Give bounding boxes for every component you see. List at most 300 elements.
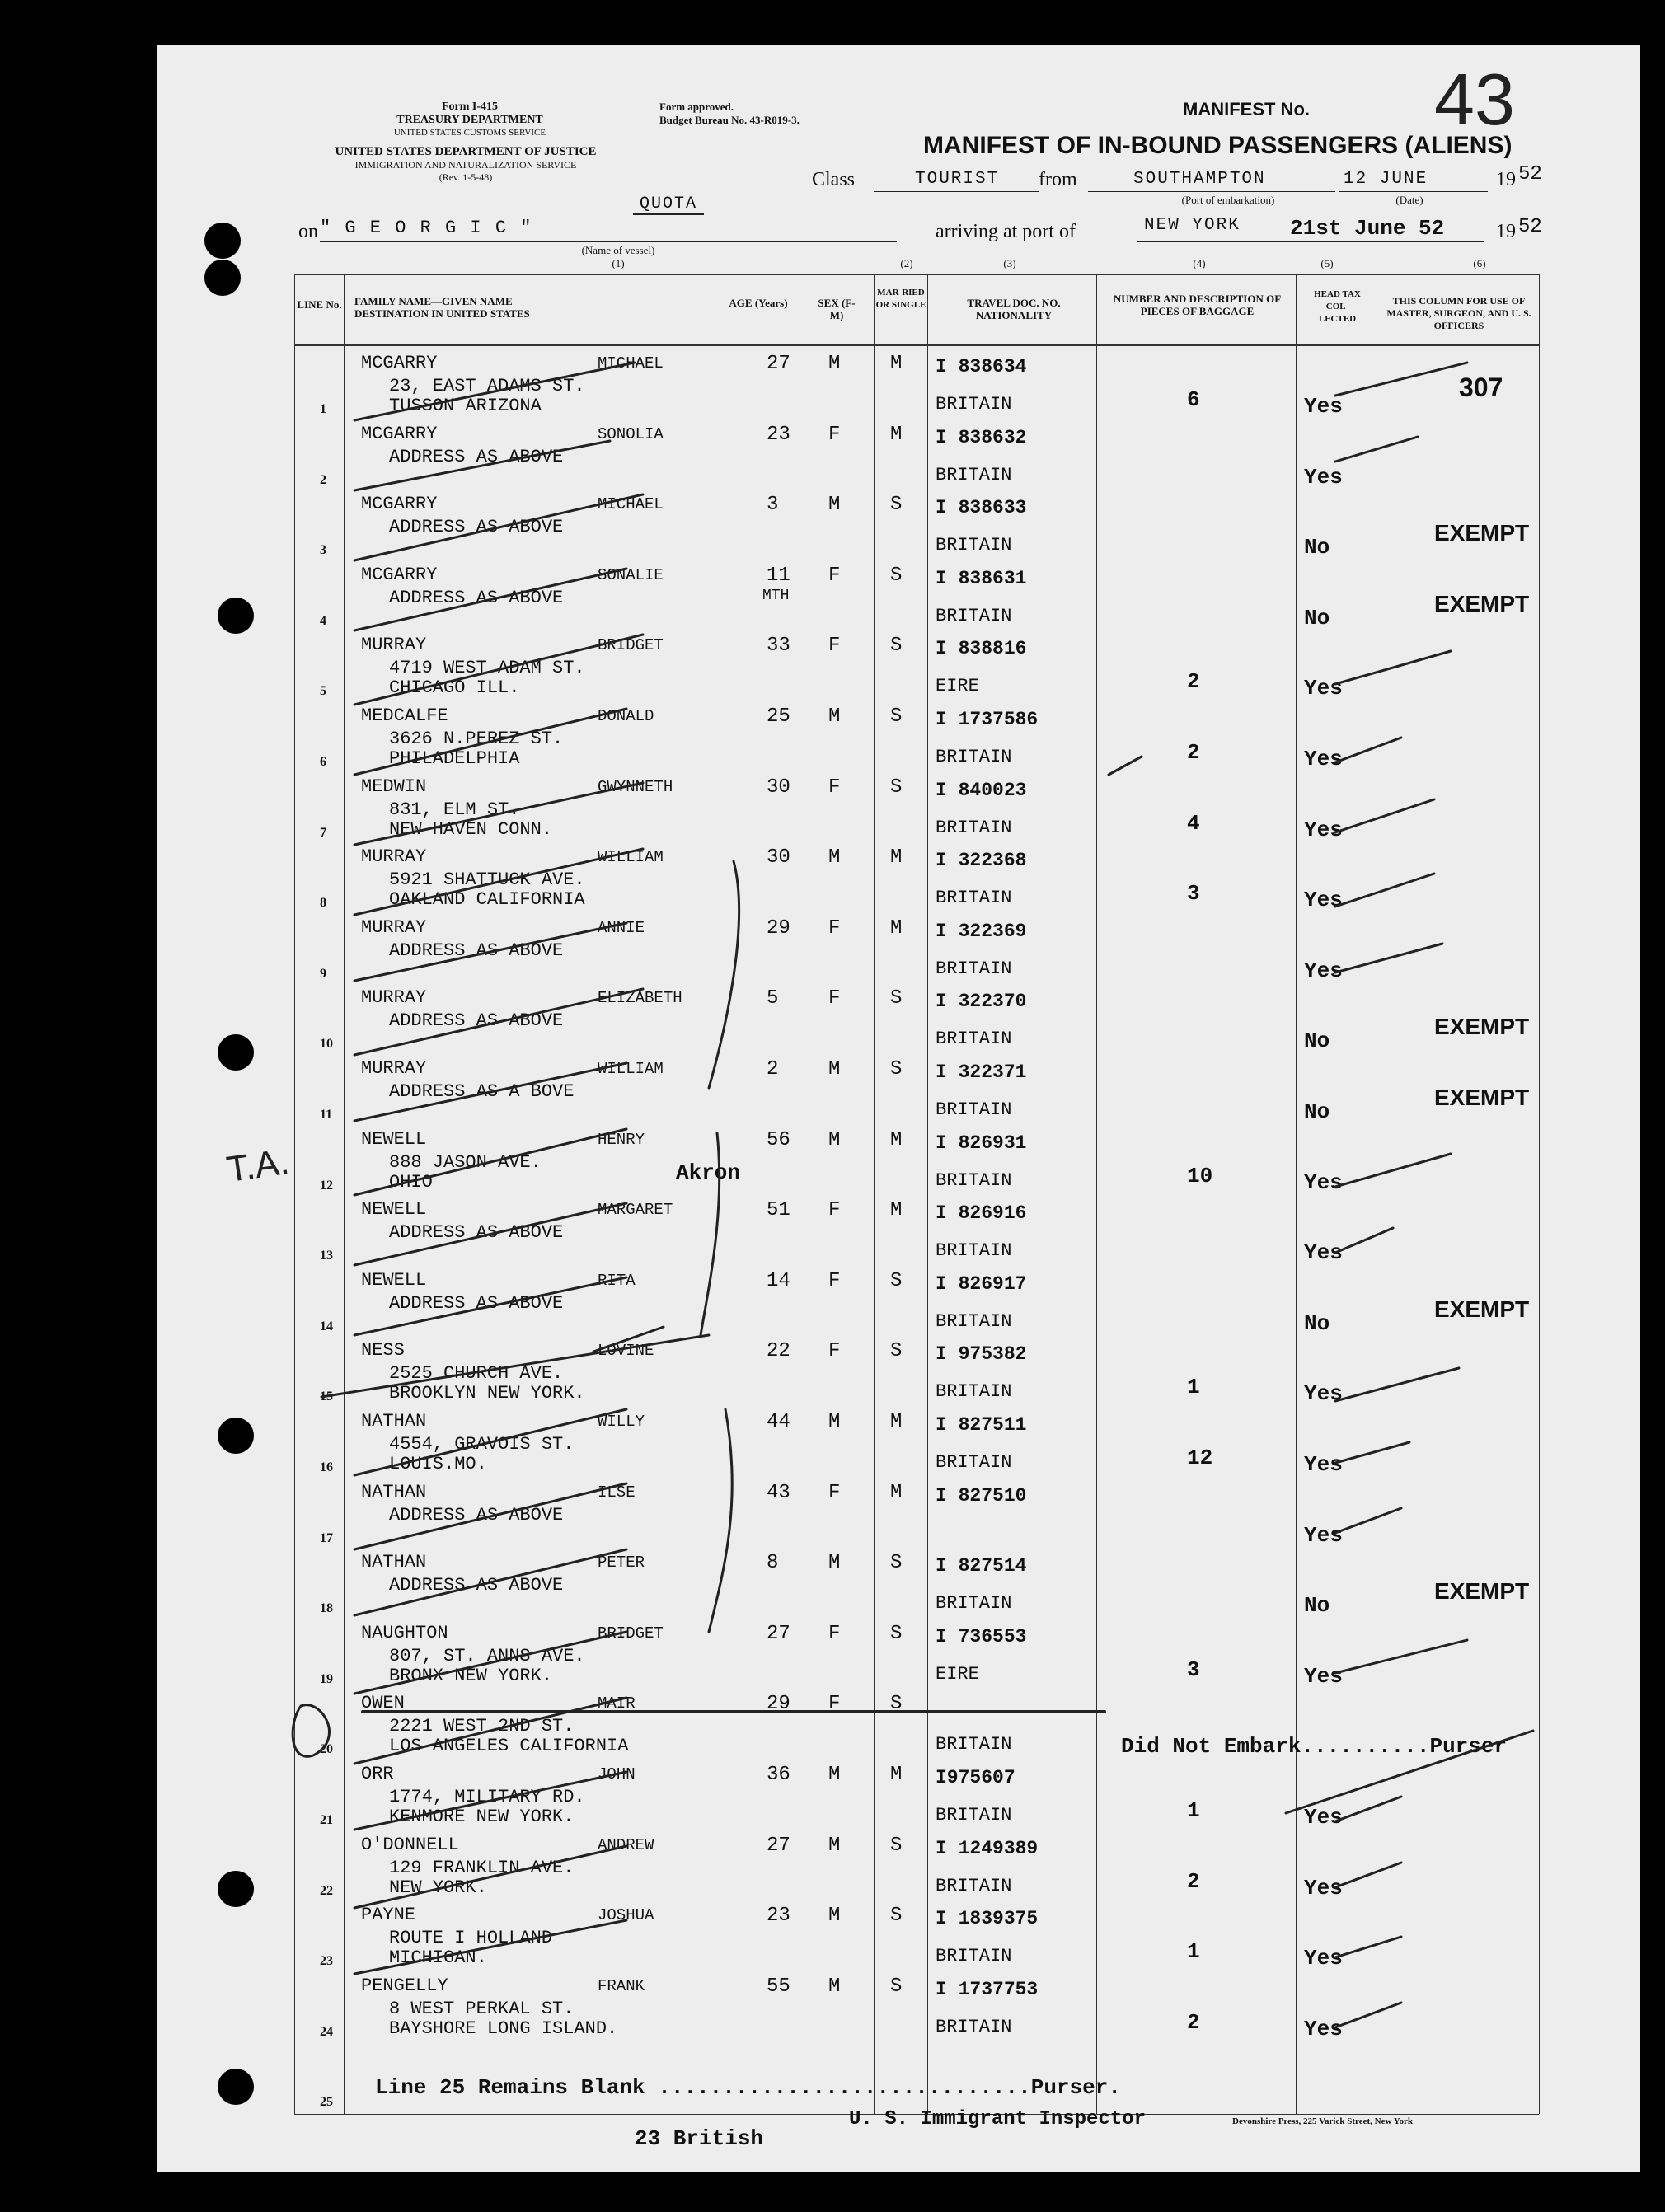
address-line-2: TUSSON ARIZONA — [389, 396, 542, 416]
given-name: ANNIE — [598, 918, 645, 937]
col-num-1: (1) — [612, 257, 625, 269]
family-name: MURRAY — [361, 916, 427, 938]
travel-doc-number: I 322370 — [936, 991, 1027, 1013]
marital-status: S — [890, 1975, 903, 1998]
head-tax: No — [1304, 1029, 1330, 1054]
ins-service: IMMIGRATION AND NATURALIZATION SERVICE — [354, 159, 577, 171]
handwritten-city: Akron — [676, 1160, 741, 1185]
head-tax: Yes — [1304, 1946, 1343, 1971]
travel-doc-number: I 840023 — [936, 779, 1027, 801]
nationality: BRITAIN — [936, 888, 1012, 909]
marital-status: S — [890, 1340, 903, 1363]
line-number: 17 — [320, 1530, 333, 1545]
baggage-count: 2 — [1187, 669, 1200, 695]
sex: F — [828, 1481, 841, 1504]
line-number: 12 — [320, 1178, 333, 1193]
travel-doc-number: I 1839375 — [936, 1908, 1039, 1930]
officer-note: EXEMPT — [1434, 1014, 1530, 1040]
line-number: 3 — [320, 543, 326, 558]
col-header-name-line2: DESTINATION IN UNITED STATES — [354, 307, 530, 320]
head-tax: Yes — [1304, 1663, 1343, 1689]
sex: F — [828, 916, 841, 940]
vessel-name: " G E O R G I C " — [320, 218, 533, 238]
nationality: BRITAIN — [936, 817, 1012, 838]
marital-status: S — [890, 1622, 903, 1645]
family-name: NEWELL — [361, 1269, 427, 1291]
address-line-1: ADDRESS AS ABOVE — [389, 1010, 564, 1032]
given-name: ILSE — [598, 1483, 636, 1502]
marital-status: M — [890, 423, 903, 446]
age: 23 — [767, 423, 790, 446]
marital-status: S — [890, 1834, 903, 1857]
address-line-2: BAYSHORE LONG ISLAND. — [389, 2018, 618, 2039]
rev-date: (Rev. 1-5-48) — [439, 171, 493, 183]
sex: M — [828, 1411, 841, 1433]
vessel-caption: (Name of vessel) — [581, 244, 655, 256]
address-line-1: 5921 SHATTUCK AVE. — [389, 869, 585, 891]
age: 51 — [767, 1199, 790, 1222]
head-tax: No — [1304, 535, 1330, 560]
address-line-1: 888 JASON AVE. — [389, 1151, 542, 1173]
given-name: PETER — [598, 1554, 645, 1572]
line-number: 11 — [320, 1108, 333, 1122]
head-tax: Yes — [1304, 1522, 1343, 1548]
address-line-2: PHILADELPHIA — [389, 748, 520, 769]
address-line-2: NEW YORK. — [389, 1877, 487, 1898]
nationality: BRITAIN — [936, 1381, 1012, 1403]
nationality: BRITAIN — [936, 1099, 1012, 1120]
marital-status: M — [890, 846, 903, 869]
travel-doc-number: I 827511 — [936, 1414, 1027, 1436]
given-name: SONALIE — [598, 565, 664, 584]
manifest-number: 43 — [1434, 59, 1515, 140]
travel-doc-number: I 322368 — [936, 850, 1027, 872]
head-tax: Yes — [1304, 1240, 1343, 1266]
given-name: LOVINE — [598, 1342, 654, 1361]
given-name: MARGARET — [598, 1201, 673, 1220]
travel-doc-number: I 826931 — [936, 1132, 1027, 1154]
address-line-1: 1774, MILITARY RD. — [389, 1787, 585, 1807]
baggage-count: 1 — [1187, 1375, 1200, 1400]
age: 56 — [767, 1128, 790, 1151]
address-line-1: 2221 WEST 2ND ST. — [389, 1716, 575, 1737]
sex: M — [828, 1905, 841, 1928]
travel-doc-number: I 322371 — [936, 1061, 1027, 1083]
officer-note: 307 — [1459, 373, 1503, 402]
nationality: BRITAIN — [936, 605, 1012, 626]
nationality: BRITAIN — [936, 394, 1012, 415]
address-line-2: CHICAGO ILL. — [389, 677, 520, 699]
age: 3 — [767, 494, 779, 517]
age: 43 — [767, 1481, 790, 1504]
date-caption: (Date) — [1395, 194, 1423, 206]
marital-status: S — [890, 1269, 903, 1292]
family-name: MEDWIN — [361, 776, 427, 797]
col-header-baggage: NUMBER AND DESCRIPTION OF PIECES OF BAGGAGE — [1113, 293, 1282, 317]
marital-status: S — [890, 1552, 903, 1575]
address-line-1: 831, ELM ST. — [389, 799, 520, 820]
embark-date: 12 JUNE — [1344, 170, 1428, 189]
family-name: NAUGHTON — [361, 1622, 448, 1643]
year-suffix: 52 — [1518, 163, 1542, 185]
sex: F — [828, 423, 841, 446]
address-line-2: NEW HAVEN CONN. — [389, 818, 553, 840]
address-line-2: LOUIS.MO. — [389, 1454, 487, 1474]
class-value: TOURIST — [915, 170, 1000, 189]
baggage-count: 12 — [1187, 1446, 1213, 1470]
margin-note: T.A. — [223, 1141, 292, 1191]
sex: M — [828, 353, 841, 375]
family-name: NATHAN — [361, 1411, 427, 1432]
address-line-2: OHIO — [389, 1171, 433, 1193]
travel-doc-number: I 827514 — [936, 1555, 1027, 1577]
head-tax: No — [1304, 1099, 1330, 1124]
given-name: MICHAEL — [598, 354, 664, 373]
nationality: EIRE — [936, 676, 979, 697]
address-line-1: ADDRESS AS ABOVE — [389, 446, 564, 467]
line-number: 8 — [320, 896, 326, 911]
line-number: 18 — [320, 1601, 333, 1616]
line-number: 22 — [320, 1883, 333, 1898]
family-name: MURRAY — [361, 846, 427, 868]
row-remark: Line 25 Remains Blank .............................Purser. — [375, 2075, 1121, 2101]
address-line-1: ROUTE I HOLLAND — [389, 1928, 553, 1949]
baggage-count: 3 — [1187, 881, 1200, 907]
line-number: 24 — [320, 2024, 333, 2039]
age: 30 — [767, 846, 790, 869]
travel-doc-number: I 838634 — [936, 356, 1027, 377]
marital-status: S — [890, 1693, 903, 1716]
marital-status: S — [890, 705, 903, 728]
age: 23 — [767, 1905, 790, 1928]
col-num-4: (4) — [1193, 257, 1206, 269]
address-line-1: 4554, GRAVOIS ST. — [389, 1434, 575, 1455]
col-num-3: (3) — [1003, 257, 1016, 269]
sex: M — [828, 1834, 841, 1857]
age: 22 — [767, 1340, 790, 1363]
summary-count: 23 British — [635, 2126, 764, 2151]
age: 14 — [767, 1269, 790, 1292]
travel-doc-number: I 838632 — [936, 426, 1027, 448]
travel-doc-number: I 826917 — [936, 1272, 1027, 1295]
line-number: 25 — [320, 2095, 333, 2110]
baggage-count: 4 — [1187, 810, 1200, 836]
page-title: MANIFEST OF IN-BOUND PASSENGERS (ALIENS) — [923, 132, 1513, 159]
age: 44 — [767, 1411, 790, 1433]
line-number: 21 — [320, 1813, 333, 1827]
marital-status: M — [890, 916, 903, 940]
form-id: Form I-415 — [441, 101, 499, 113]
col-num-2: (2) — [900, 257, 913, 269]
nationality: EIRE — [936, 1663, 979, 1685]
treasury-dept: TREASURY DEPARTMENT — [396, 114, 543, 126]
given-name: HENRY — [598, 1130, 645, 1149]
col-num-6: (6) — [1473, 257, 1486, 269]
baggage-count: 10 — [1187, 1163, 1213, 1188]
on-label: on — [298, 221, 318, 242]
given-name: ANDREW — [598, 1835, 654, 1854]
travel-doc-number: I 838816 — [936, 638, 1027, 660]
line-number: 23 — [320, 1954, 333, 1969]
arrival-date: 21st June 52 — [1290, 216, 1445, 241]
travel-doc-number: I 838633 — [936, 497, 1027, 519]
row-remark: Did Not Embark..........Purser — [1121, 1734, 1508, 1760]
given-name: RITA — [598, 1271, 636, 1290]
family-name: NATHAN — [361, 1552, 427, 1573]
baggage-count: 1 — [1187, 1798, 1200, 1823]
nationality: BRITAIN — [936, 1734, 1012, 1755]
family-name: MCGARRY — [361, 564, 438, 585]
age: 11 — [767, 564, 790, 587]
family-name: MCGARRY — [361, 494, 438, 515]
line-number: 16 — [320, 1460, 333, 1474]
sex: F — [828, 1693, 841, 1716]
line-number: 6 — [320, 755, 326, 769]
given-name: SONOLIA — [598, 424, 664, 443]
head-tax: Yes — [1304, 1805, 1343, 1830]
age-unit: MTH — [762, 587, 790, 604]
travel-doc-number: I975607 — [936, 1767, 1015, 1788]
age: 27 — [767, 1834, 790, 1857]
justice-dept: UNITED STATES DEPARTMENT OF JUSTICE — [335, 145, 597, 158]
head-tax: Yes — [1304, 1452, 1343, 1477]
age: 2 — [767, 1058, 779, 1080]
given-name: JOSHUA — [598, 1906, 654, 1925]
family-name: MURRAY — [361, 635, 427, 656]
family-name: NEWELL — [361, 1128, 427, 1150]
sex: F — [828, 987, 841, 1010]
address-line-2: MICHIGAN. — [389, 1947, 487, 1969]
given-name: JOHN — [598, 1765, 636, 1783]
sex: F — [828, 1340, 841, 1363]
inspector-label: U. S. Immigrant Inspector — [849, 2108, 1147, 2130]
nationality: BRITAIN — [936, 1169, 1012, 1191]
sex: M — [828, 1058, 841, 1080]
line-number: 20 — [320, 1742, 333, 1757]
age: 27 — [767, 1622, 790, 1645]
class-label: Class — [812, 169, 856, 190]
marital-status: M — [890, 1199, 903, 1222]
given-name: MICHAEL — [598, 495, 664, 514]
family-name: NESS — [361, 1340, 405, 1361]
travel-doc-number: I 322369 — [936, 920, 1027, 942]
family-name: MCGARRY — [361, 353, 438, 373]
family-name: ORR — [361, 1764, 394, 1784]
sex: M — [828, 1128, 841, 1151]
address-line-1: ADDRESS AS ABOVE — [389, 1575, 564, 1596]
age: 29 — [767, 916, 790, 940]
age: 29 — [767, 1693, 790, 1716]
officer-note: EXEMPT — [1434, 1578, 1530, 1605]
baggage-count: 2 — [1187, 2009, 1200, 2035]
sex: M — [828, 494, 841, 517]
sex: M — [828, 705, 841, 728]
line-number: 2 — [320, 472, 326, 487]
nationality: BRITAIN — [936, 1875, 1012, 1896]
manifest-no-label: MANIFEST No. — [1183, 99, 1310, 120]
col-num-5: (5) — [1320, 257, 1334, 269]
baggage-count: 2 — [1187, 740, 1200, 765]
travel-doc-number: I 736553 — [936, 1625, 1027, 1647]
baggage-count: 1 — [1187, 1939, 1200, 1965]
travel-doc-number: I 975382 — [936, 1343, 1027, 1366]
arrival-port: NEW YORK — [1144, 216, 1241, 235]
family-name: MCGARRY — [361, 423, 438, 444]
travel-doc-number: I 838631 — [936, 567, 1027, 589]
nationality: BRITAIN — [936, 464, 1012, 485]
marital-status: S — [890, 987, 903, 1010]
budget-bureau: Budget Bureau No. 43-R019-3. — [659, 114, 800, 126]
family-name: NEWELL — [361, 1199, 427, 1221]
family-name: PAYNE — [361, 1905, 416, 1926]
sex: F — [828, 776, 841, 799]
given-name: WILLIAM — [598, 1060, 664, 1078]
marital-status: S — [890, 1058, 903, 1080]
from-label: from — [1039, 169, 1077, 190]
address-line-2: BRONX NEW YORK. — [389, 1665, 553, 1686]
nationality: BRITAIN — [936, 1310, 1012, 1332]
given-name: MAIR — [598, 1694, 636, 1713]
marital-status: S — [890, 635, 903, 658]
marital-status: M — [890, 353, 903, 375]
sex: M — [828, 1764, 841, 1786]
col-header-age: AGE (Years) — [729, 297, 788, 309]
given-name: GWYNNETH — [598, 777, 673, 796]
travel-doc-number: I 1737586 — [936, 709, 1039, 730]
line-number: 10 — [320, 1037, 333, 1052]
nationality: BRITAIN — [936, 747, 1012, 767]
officer-note: EXEMPT — [1434, 590, 1530, 616]
address-line-2: BROOKLYN NEW YORK. — [389, 1383, 585, 1404]
given-name: BRIDGET — [598, 636, 664, 655]
baggage-count: 3 — [1187, 1657, 1200, 1682]
sex: M — [828, 1975, 841, 1998]
family-name: O'DONNELL — [361, 1834, 459, 1855]
given-name: DONALD — [598, 707, 654, 725]
marital-status: M — [890, 1411, 903, 1433]
printer-imprint: Devonshire Press, 225 Varick Street, New York — [1232, 2116, 1413, 2126]
arrival-year-prefix: 19 — [1496, 221, 1516, 242]
head-tax: Yes — [1304, 1169, 1343, 1195]
line-number: 19 — [320, 1671, 333, 1686]
head-tax: Yes — [1304, 888, 1343, 913]
age: 27 — [767, 353, 790, 375]
line-number: 7 — [320, 825, 326, 840]
address-line-1: ADDRESS AS ABOVE — [389, 1504, 564, 1525]
travel-doc-number: I 826916 — [936, 1202, 1027, 1225]
nationality: BRITAIN — [936, 1240, 1012, 1262]
sex: F — [828, 1199, 841, 1222]
family-name: MEDCALFE — [361, 705, 448, 726]
age: 5 — [767, 987, 779, 1010]
line-number: 13 — [320, 1249, 333, 1263]
line-number: 9 — [320, 966, 326, 981]
family-name: MURRAY — [361, 987, 427, 1009]
given-name: WILLY — [598, 1413, 645, 1431]
address-line-1: 3626 N.PEREZ ST. — [389, 729, 564, 749]
nationality: BRITAIN — [936, 1452, 1012, 1473]
arriving-label: arriving at port of — [936, 221, 1076, 242]
family-name: PENGELLY — [361, 1975, 448, 1996]
nationality: BRITAIN — [936, 535, 1012, 556]
sex: F — [828, 1269, 841, 1292]
marital-status: S — [890, 494, 903, 517]
head-tax: Yes — [1304, 676, 1343, 701]
officer-note: EXEMPT — [1434, 520, 1530, 546]
travel-doc-number: I 827510 — [936, 1484, 1027, 1507]
head-tax: Yes — [1304, 464, 1343, 490]
address-line-1: ADDRESS AS ABOVE — [389, 587, 564, 608]
address-line-1: ADDRESS AS ABOVE — [389, 517, 564, 538]
quota-stamp: QUOTA — [633, 194, 704, 215]
marital-status: S — [890, 776, 903, 799]
age: 36 — [767, 1764, 790, 1786]
travel-doc-number: I 1737753 — [936, 1978, 1039, 2000]
officer-note: EXEMPT — [1434, 1296, 1530, 1322]
head-tax: No — [1304, 1310, 1330, 1336]
address-line-1: 807, ST. ANNS AVE. — [389, 1645, 585, 1666]
address-line-1: ADDRESS AS ABOVE — [389, 1222, 564, 1244]
address-line-1: ADDRESS AS ABOVE — [389, 940, 564, 961]
address-line-2: OAKLAND CALIFORNIA — [389, 889, 585, 911]
baggage-count: 2 — [1187, 1868, 1200, 1894]
age: 55 — [767, 1975, 790, 1998]
embark-port: SOUTHAMPTON — [1133, 170, 1266, 189]
address-line-1: 23, EAST ADAMS ST. — [389, 376, 585, 396]
given-name: ELIZABETH — [598, 989, 682, 1008]
sex: F — [828, 635, 841, 658]
year-prefix: 19 — [1496, 169, 1516, 190]
nationality: BRITAIN — [936, 1805, 1012, 1825]
line-number: 14 — [320, 1319, 333, 1333]
customs-service: UNITED STATES CUSTOMS SERVICE — [393, 128, 546, 138]
address-line-1: 2525 CHURCH AVE. — [389, 1363, 564, 1385]
given-name: WILLIAM — [598, 848, 664, 867]
age: 8 — [767, 1552, 779, 1575]
address-line-1: 8 WEST PERKAL ST. — [389, 1998, 575, 2019]
head-tax: Yes — [1304, 1381, 1343, 1407]
form-approved: Form approved. — [659, 101, 734, 113]
sex: M — [828, 846, 841, 869]
given-name: BRIDGET — [598, 1624, 664, 1643]
head-tax: Yes — [1304, 1875, 1343, 1900]
address-line-2: KENMORE NEW YORK. — [389, 1807, 575, 1827]
family-name: MURRAY — [361, 1058, 427, 1079]
nationality: BRITAIN — [936, 958, 1012, 979]
marital-status: S — [890, 564, 903, 587]
sex: M — [828, 1552, 841, 1575]
nationality: BRITAIN — [936, 1946, 1012, 1967]
given-name: FRANK — [598, 1976, 645, 1995]
arrival-year-suffix: 52 — [1518, 216, 1542, 238]
nationality: BRITAIN — [936, 2016, 1012, 2037]
family-name: NATHAN — [361, 1481, 427, 1502]
age: 25 — [767, 705, 790, 728]
address-line-1: ADDRESS AS A BOVE — [389, 1081, 575, 1102]
head-tax: Yes — [1304, 958, 1343, 983]
line-number: 5 — [320, 684, 326, 699]
address-line-2: LOS ANGELES CALIFORNIA — [389, 1736, 629, 1757]
age: 33 — [767, 635, 790, 658]
head-tax: Yes — [1304, 817, 1343, 842]
marital-status: M — [890, 1764, 903, 1786]
baggage-count: 6 — [1187, 387, 1200, 412]
port-caption: (Port of embarkation) — [1181, 194, 1275, 206]
marital-status: M — [890, 1128, 903, 1151]
head-tax: No — [1304, 605, 1330, 630]
head-tax: Yes — [1304, 2016, 1343, 2041]
head-tax: Yes — [1304, 747, 1343, 771]
